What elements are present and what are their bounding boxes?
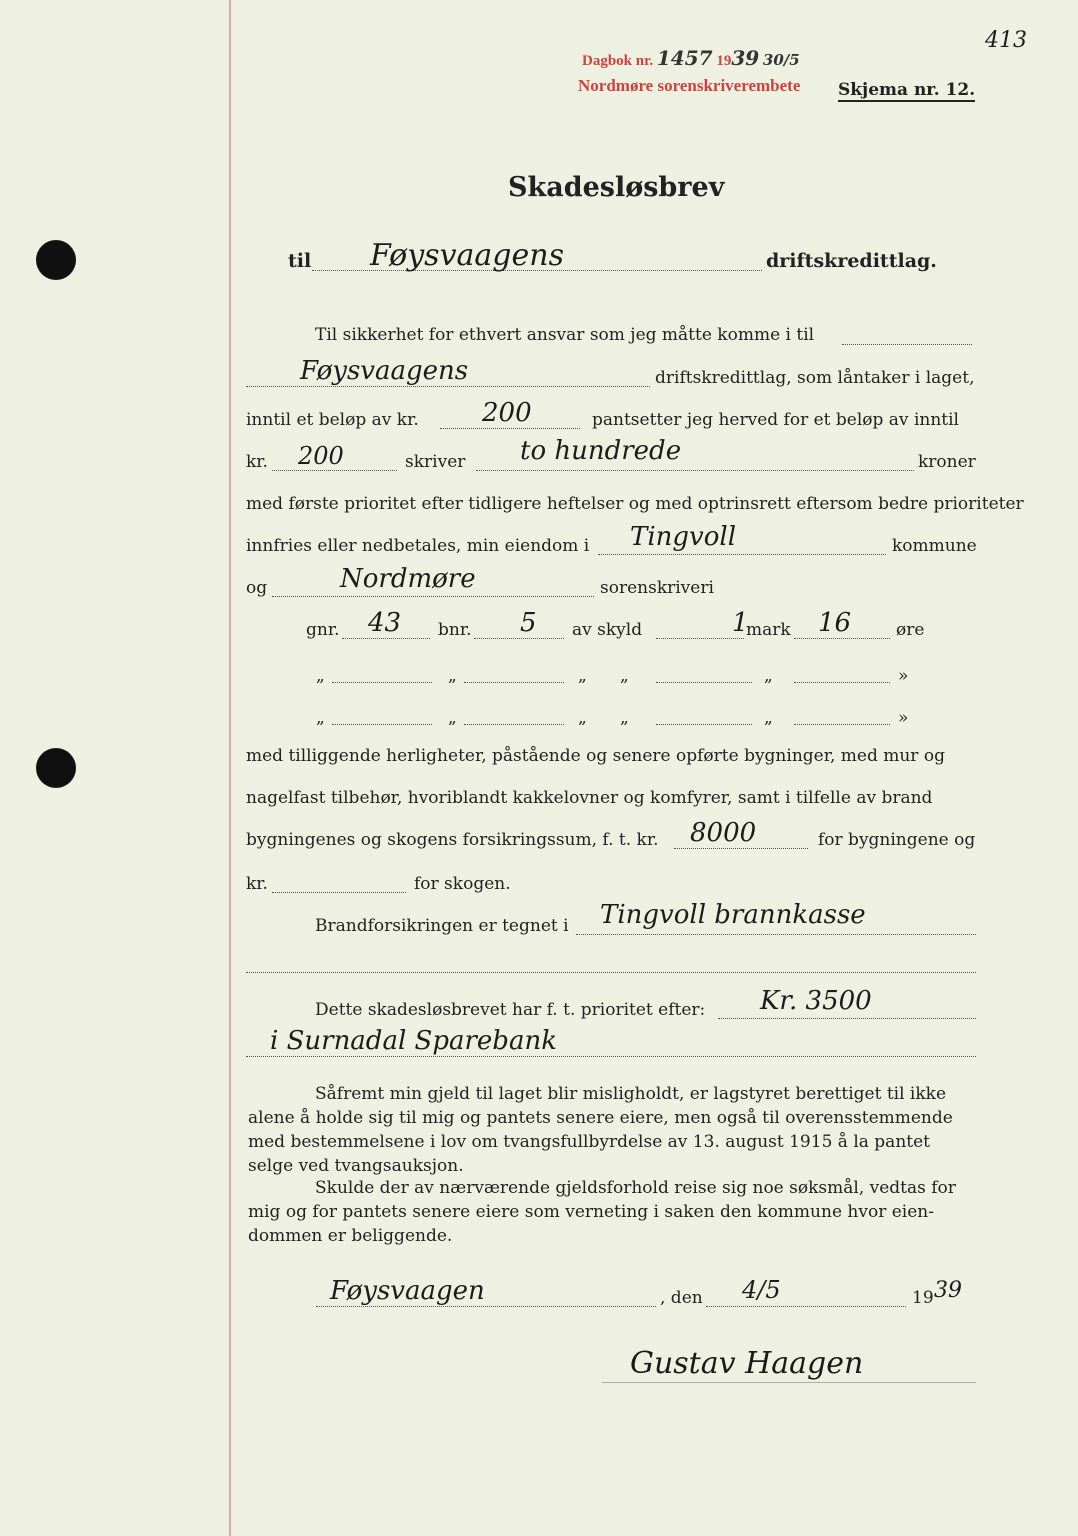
body-line-2: driftskredittlag, som låntaker i laget, — [655, 368, 975, 388]
body-line-14b: for skogen. — [414, 874, 511, 894]
dotted-16 — [718, 1018, 976, 1019]
document-title: Skadesløsbrev — [508, 172, 725, 203]
dotted-7 — [272, 596, 594, 597]
dotted-bnr — [474, 638, 564, 639]
dotted-4a — [272, 470, 397, 471]
mark-value: 1 — [732, 608, 749, 638]
document-page: Dagbok nr. 1457 1939 30/5 Nordmøre sorenskriverembete Skjema nr. 12. 413 Skadesløsbrev til Føysvaagens driftskredittlag. Til sikkerhet for ethvert ansvar som jeg måtte komme i til Føysvaagens driftskredittlag, som låntaker i laget, inntil et beløp av kr. 200 pantsetter jeg herved for et beløp av inntil kr. 200 skriver to hundrede kroner med første prioritet efter tidligere heftelser og med optrinsrett eftersom bedre prioriteter innfries eller nedbetales, min eiendom i Tingvoll kommune og Nordmøre sorenskriveri gnr. 43 bnr. 5 av skyld 1 mark 16 øre „ „ „ „ „ » „ „ „ „ „ » med tilliggende herligheter, påstående og senere opførte bygninger, med mur og nagelfast tilbehør, hvoriblandt kakkelovner og komfyrer, samt i tilfelle av brand bygningenes og skogens forsikringssum, f. t. kr. 8000 for bygningene og kr. for skogen. Brandforsikringen er tegnet i Tingvoll brannkasse Dette skadesløsbrevet har f. t. prioritet efter: Kr. 3500 i Surnadal Sparebank Såfremt min gjeld til laget blir misligholdt, er lagstyret berettiget til ikke alene å holde sig til mig og pantets senere eiere, men også til overensstemmende med bestemmelsene i lov om tvangsfullbyrdelse av 13. august 1915 å la pantet selge ved tvangsauksjon. Skulde der av nærværende gjeldsforhold reise sig noe søksmål, vedtas for mig og for pantets senere eiere som verneting i saken den kommune hvor eien- dommen er beliggende. Føysvaagen , den 4/5 19 39 Gustav Haagen — [0, 0, 1078, 1536]
body-line-12: nagelfast tilbehør, hvoriblandt kakkelovner og komfyrer, samt i tilfelle av brand — [246, 788, 933, 808]
hand-amount-words: to hundrede — [520, 436, 682, 466]
dotted-15 — [576, 934, 976, 935]
para1-line2: alene å holde sig til mig og pantets senere eiere, men også til overensstemmende — [248, 1108, 953, 1128]
til-prefix: til — [288, 250, 312, 272]
ore-value: 16 — [818, 608, 852, 638]
hand-year: 39 — [934, 1278, 962, 1303]
dotted-14 — [272, 892, 406, 893]
gnr-label: gnr. — [306, 620, 340, 640]
dotted-place — [316, 1306, 656, 1307]
body-line-7b: sorenskriveri — [600, 578, 714, 598]
body-line-6a: innfries eller nedbetales, min eiendom i — [246, 536, 590, 556]
bnr-label: bnr. — [438, 620, 472, 640]
punch-hole-top — [36, 240, 76, 280]
body-line-3b: pantsetter jeg herved for et beløp av inntil — [592, 410, 959, 430]
body-line-14a: kr. — [246, 874, 268, 894]
dotted-gnr — [342, 638, 430, 639]
hand-kommune: Tingvoll — [630, 522, 737, 552]
dotted-6 — [598, 554, 886, 555]
signature-name: Gustav Haagen — [630, 1346, 864, 1381]
dotted-13 — [674, 848, 808, 849]
den-label: , den — [660, 1288, 703, 1308]
para1-line1: Såfremt min gjeld til laget blir misligholdt, er lagstyret berettiget til ikke — [315, 1084, 947, 1104]
dotted-date — [706, 1306, 906, 1307]
punch-hole-bottom — [36, 748, 76, 788]
body-line-16: Dette skadesløsbrevet har f. t. prioritet efter: — [315, 1000, 706, 1020]
para2-line1: Skulde der av nærværende gjeldsforhold reise sig noe søksmål, vedtas for — [315, 1178, 956, 1198]
para2-line2: mig og for pantets senere eiere som verneting i saken den kommune hvor eien- — [248, 1202, 934, 1222]
hand-priority: Kr. 3500 — [760, 986, 872, 1016]
til-suffix: driftskredittlag. — [766, 250, 937, 272]
body-line-4a: kr. — [246, 452, 268, 472]
hand-lag-name: Føysvaagens — [300, 356, 469, 386]
til-handwritten-name: Føysvaagens — [370, 238, 564, 273]
dotted-4b — [476, 470, 914, 471]
stamp-dagbok: Dagbok nr. 1457 1939 30/5 — [582, 46, 800, 70]
body-line-7a: og — [246, 578, 268, 598]
para1-line3: med bestemmelsene i lov om tvangsfullbyrdelse av 13. august 1915 å la pantet — [248, 1132, 930, 1152]
ore-label: øre — [896, 620, 925, 640]
body-line-11: med tilliggende herligheter, påstående og senere opførte bygninger, med mur og — [246, 746, 945, 766]
skyld-label: av skyld — [572, 620, 643, 640]
page-number: 413 — [985, 28, 1027, 53]
signature-line — [602, 1382, 976, 1383]
body-line-15: Brandforsikringen er tegnet i — [315, 916, 569, 936]
body-line-1: Til sikkerhet for ethvert ansvar som jeg måtte komme i til — [315, 325, 815, 345]
dotted-15b — [246, 972, 976, 973]
form-number: Skjema nr. 12. — [838, 80, 976, 100]
para2-line3: dommen er beliggende. — [248, 1226, 453, 1246]
body-line-4b: skriver — [405, 452, 466, 472]
stamp-office: Nordmøre sorenskriverembete — [578, 76, 801, 95]
hand-sorenskriveri: Nordmøre — [340, 564, 476, 594]
margin-line — [229, 0, 231, 1536]
mark-label: mark — [746, 620, 791, 640]
hand-date: 4/5 — [742, 1276, 781, 1304]
para1-line4: selge ved tvangsauksjon. — [248, 1156, 464, 1176]
dotted-2 — [246, 386, 650, 387]
bnr-value: 5 — [520, 608, 537, 638]
dotted-mark — [656, 638, 744, 639]
gnr-value: 43 — [368, 608, 402, 638]
dotted-1 — [842, 344, 972, 345]
hand-amount-2: 200 — [298, 442, 344, 470]
body-line-4c: kroner — [918, 452, 976, 472]
body-line-6b: kommune — [892, 536, 977, 556]
body-line-13a: bygningenes og skogens forsikringssum, f. t. kr. — [246, 830, 659, 850]
dotted-17 — [246, 1056, 976, 1057]
body-line-5: med første prioritet efter tidligere heftelser og med optrinsrett eftersom bedre prioriteter — [246, 494, 1024, 514]
dotted-ore — [794, 638, 890, 639]
hand-priority-bank: i Surnadal Sparebank — [270, 1026, 557, 1056]
hand-place: Føysvaagen — [330, 1276, 485, 1306]
hand-amount-1: 200 — [482, 398, 532, 428]
dotted-3 — [440, 428, 580, 429]
body-line-13b: for bygningene og — [818, 830, 976, 850]
body-line-3a: inntil et beløp av kr. — [246, 410, 419, 430]
hand-brand-company: Tingvoll brannkasse — [600, 900, 866, 930]
year-prefix: 19 — [912, 1288, 934, 1308]
hand-insurance-sum: 8000 — [690, 818, 757, 848]
